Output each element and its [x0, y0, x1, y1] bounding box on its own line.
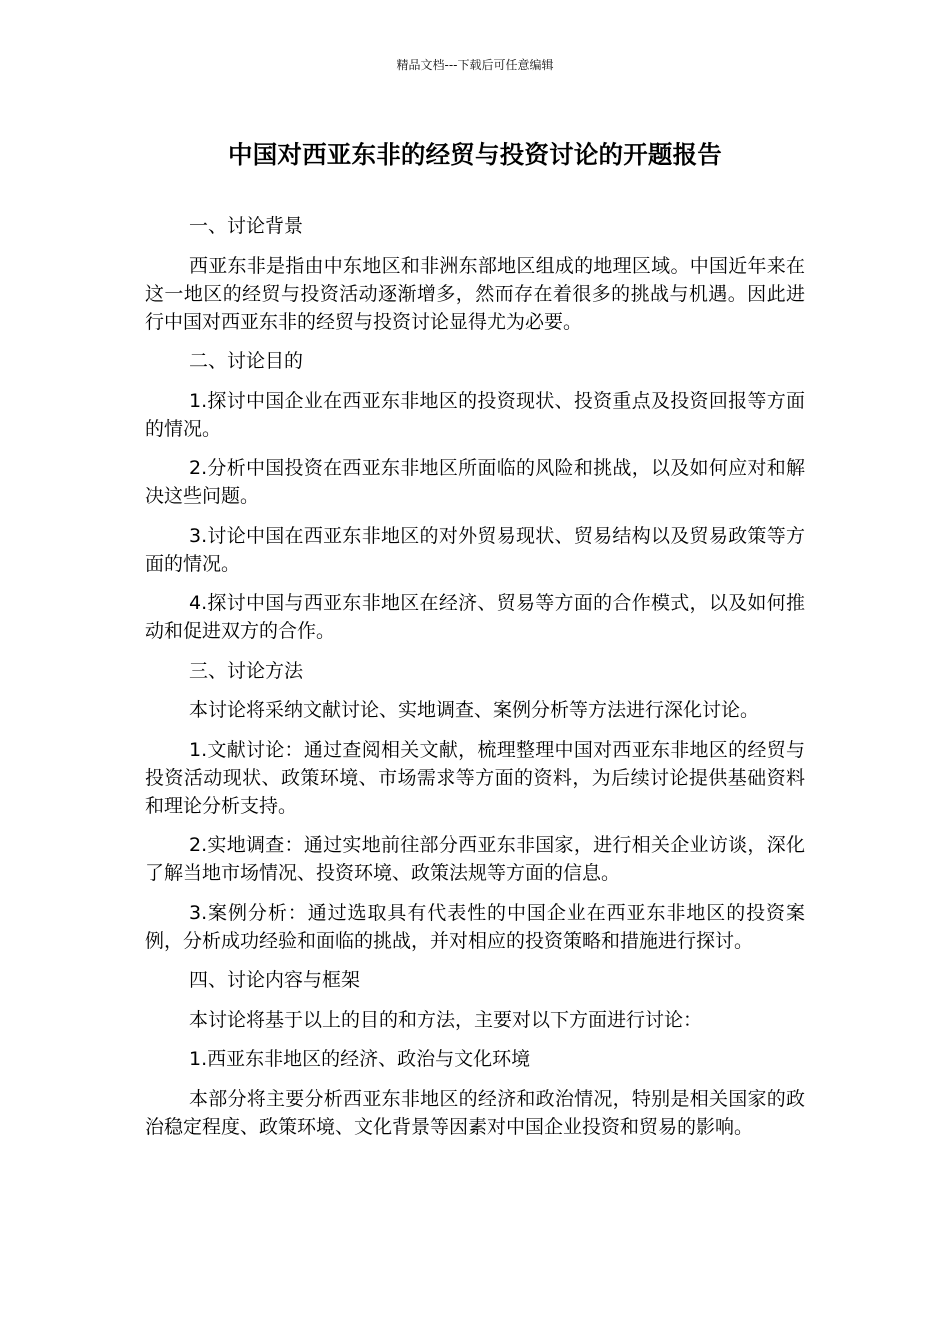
paragraph-methods-intro: 本讨论将采纳文献讨论、实地调查、案例分析等方法进行深化讨论。 [189, 699, 760, 721]
section-heading-content: 四、讨论内容与框架 [189, 969, 361, 991]
method-item-1: 1.文献讨论：通过查阅相关文献，梳理整理中国对西亚东非地区的经贸与投资活动现状、政策环境、市场需求等方面的资料，为后续讨论提供基础资料和理论分析支持。 [145, 738, 805, 817]
section-heading-methods: 三、讨论方法 [189, 659, 304, 682]
paragraph-background: 西亚东非是指由中东地区和非洲东部地区组成的地理区域。中国近年来在这一地区的经贸与投资活动逐渐增多，然而存在着很多的挑战与机遇。因此进行中国对西亚东非的经贸与投资讨论显得尤为必要。 [145, 254, 805, 333]
section-heading-background: 一、讨论背景 [189, 215, 304, 237]
purpose-item-1: 1.探讨中国企业在西亚东非地区的投资现状、投资重点及投资回报等方面的情况。 [145, 389, 805, 440]
document-title: 中国对西亚东非的经贸与投资讨论的开题报告 [228, 140, 722, 169]
page-header: 精品文档---下载后可任意编辑 [396, 58, 554, 72]
method-item-3: 3.案例分析：通过选取具有代表性的中国企业在西亚东非地区的投资案例，分析成功经验和面临的挑战，并对相应的投资策略和措施进行探讨。 [145, 901, 805, 952]
paragraph-content-item-1: 本部分将主要分析西亚东非地区的经济和政治情况，特别是相关国家的政治稳定程度、政策环境、文化背景等因素对中国企业投资和贸易的影响。 [145, 1087, 805, 1138]
content-item-1: 1.西亚东非地区的经济、政治与文化环境 [189, 1048, 531, 1070]
paragraph-content-intro: 本讨论将基于以上的目的和方法，主要对以下方面进行讨论： [189, 1008, 703, 1031]
document-body [145, 212, 805, 1152]
section-heading-purpose: 二、讨论目的 [189, 350, 304, 372]
purpose-item-2: 2.分析中国投资在西亚东非地区所面临的风险和挑战，以及如何应对和解决这些问题。 [145, 457, 805, 507]
purpose-item-3: 3.讨论中国在西亚东非地区的对外贸易现状、贸易结构以及贸易政策等方面的情况。 [145, 524, 805, 575]
method-item-2: 2.实地调查：通过实地前往部分西亚东非国家，进行相关企业访谈，深化了解当地市场情况、投资环境、政策法规等方面的信息。 [145, 834, 805, 884]
purpose-item-4: 4.探讨中国与西亚东非地区在经济、贸易等方面的合作模式，以及如何推动和促进双方的合作。 [145, 592, 805, 642]
